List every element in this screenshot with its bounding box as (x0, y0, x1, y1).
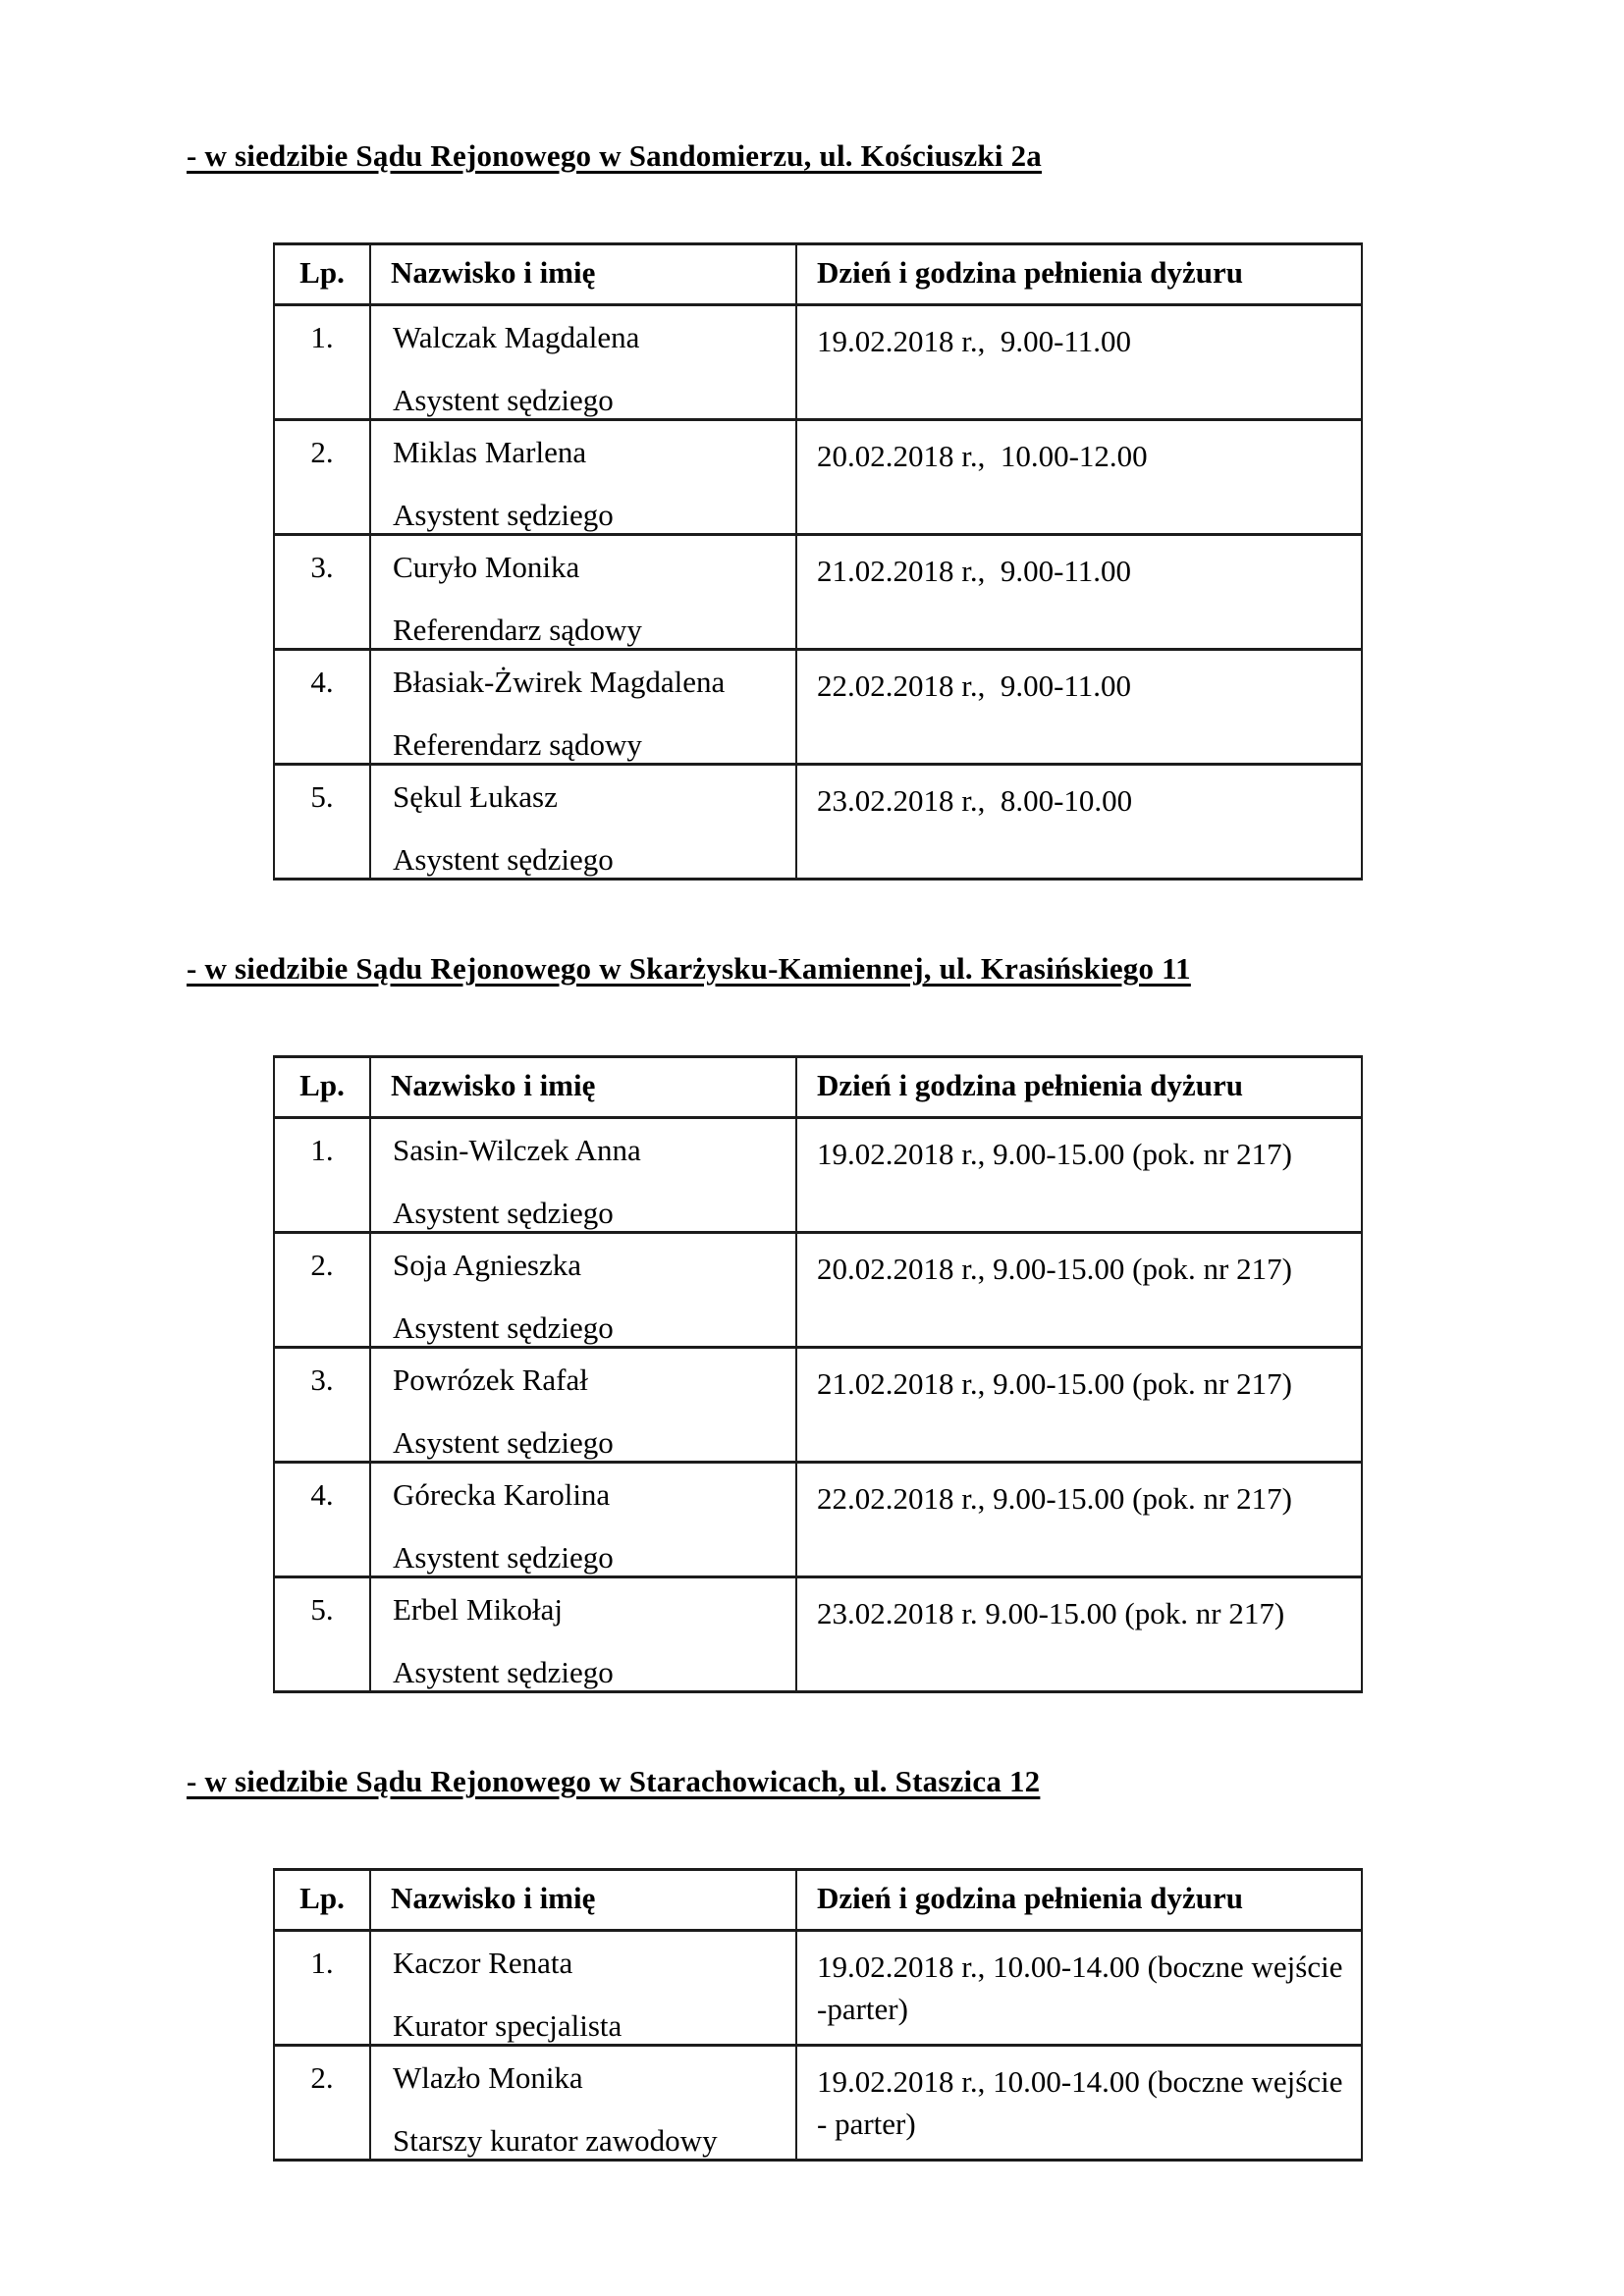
duty-table-skarzysko (273, 1055, 1363, 1693)
header-lp: Lp. (274, 1870, 370, 1931)
person-cell (370, 420, 796, 535)
row-number: 4. (274, 650, 370, 765)
header-lp: Lp. (274, 1057, 370, 1118)
person-cell (370, 1931, 796, 2046)
person-cell (370, 1118, 796, 1233)
row-number: 1. (274, 1931, 370, 2046)
table-row (274, 1233, 1362, 1348)
row-number: 2. (274, 420, 370, 535)
person-cell (370, 2046, 796, 2161)
table-row (274, 765, 1362, 880)
header-name: Nazwisko i imię (370, 1057, 796, 1118)
person-role: Referendarz sądowy (393, 727, 642, 762)
table-row (274, 305, 1362, 420)
court-section-skarzysko (187, 951, 1624, 1693)
person-role: Referendarz sądowy (393, 613, 642, 647)
table-row (274, 1577, 1362, 1692)
table-row (274, 1348, 1362, 1463)
person-name: Walczak Magdalena (393, 320, 640, 354)
person-role: Asystent sędziego (393, 1196, 614, 1230)
person-name: Powrózek Rafał (393, 1362, 588, 1397)
person-role: Asystent sędziego (393, 1540, 614, 1575)
person-cell (370, 765, 796, 880)
table-header-row (274, 244, 1362, 305)
table-row (274, 1118, 1362, 1233)
person-cell (370, 1463, 796, 1577)
duty-time: 21.02.2018 r., 9.00-15.00 (pok. nr 217) (796, 1348, 1362, 1463)
header-name: Nazwisko i imię (370, 244, 796, 305)
section-heading: - w siedzibie Sądu Rejonowego w Sandomierzu, ul. Kościuszki 2a (187, 138, 1042, 173)
duty-time: 23.02.2018 r., 8.00-10.00 (796, 765, 1362, 880)
person-role: Asystent sędziego (393, 1310, 614, 1345)
duty-time: 19.02.2018 r., 9.00-11.00 (796, 305, 1362, 420)
duty-time: 19.02.2018 r., 10.00-14.00 (boczne wejście -parter) (796, 1931, 1362, 2046)
row-number: 5. (274, 1577, 370, 1692)
person-cell (370, 1348, 796, 1463)
table-row (274, 535, 1362, 650)
document-page (187, 138, 1624, 2162)
person-role: Asystent sędziego (393, 1655, 614, 1689)
person-role: Asystent sędziego (393, 498, 614, 532)
header-name: Nazwisko i imię (370, 1870, 796, 1931)
header-lp: Lp. (274, 244, 370, 305)
table-header-row (274, 1870, 1362, 1931)
person-role: Starszy kurator zawodowy (393, 2123, 718, 2158)
person-name: Sasin-Wilczek Anna (393, 1133, 641, 1167)
header-duty: Dzień i godzina pełnienia dyżuru (796, 1870, 1362, 1931)
section-heading: - w siedzibie Sądu Rejonowego w Skarżysku-Kamiennej, ul. Krasińskiego 11 (187, 951, 1191, 986)
person-role: Asystent sędziego (393, 383, 614, 417)
person-name: Sękul Łukasz (393, 779, 558, 814)
table-header-row (274, 1057, 1362, 1118)
court-section-sandomierz (187, 138, 1624, 881)
row-number: 3. (274, 1348, 370, 1463)
row-number: 1. (274, 305, 370, 420)
table-row (274, 2046, 1362, 2161)
duty-table-starachowice (273, 1868, 1363, 2162)
person-cell (370, 305, 796, 420)
person-name: Kaczor Renata (393, 1946, 573, 1980)
row-number: 5. (274, 765, 370, 880)
person-cell (370, 1577, 796, 1692)
duty-time: 23.02.2018 r. 9.00-15.00 (pok. nr 217) (796, 1577, 1362, 1692)
duty-time: 21.02.2018 r., 9.00-11.00 (796, 535, 1362, 650)
table-row (274, 1463, 1362, 1577)
person-name: Miklas Marlena (393, 435, 587, 469)
person-name: Górecka Karolina (393, 1477, 611, 1512)
person-name: Wlazło Monika (393, 2060, 583, 2095)
duty-table-sandomierz (273, 242, 1363, 881)
row-number: 1. (274, 1118, 370, 1233)
person-name: Błasiak-Żwirek Magdalena (393, 665, 726, 699)
duty-time: 22.02.2018 r., 9.00-15.00 (pok. nr 217) (796, 1463, 1362, 1577)
row-number: 2. (274, 1233, 370, 1348)
duty-time: 22.02.2018 r., 9.00-11.00 (796, 650, 1362, 765)
table-row (274, 650, 1362, 765)
section-heading: - w siedzibie Sądu Rejonowego w Starachowicach, ul. Staszica 12 (187, 1764, 1041, 1798)
table-row (274, 1931, 1362, 2046)
table-row (274, 420, 1362, 535)
person-name: Erbel Mikołaj (393, 1592, 564, 1627)
header-duty: Dzień i godzina pełnienia dyżuru (796, 244, 1362, 305)
person-role: Asystent sędziego (393, 1425, 614, 1460)
person-cell (370, 650, 796, 765)
person-role: Kurator specjalista (393, 2008, 623, 2043)
person-name: Curyło Monika (393, 550, 580, 584)
row-number: 4. (274, 1463, 370, 1577)
row-number: 2. (274, 2046, 370, 2161)
person-cell (370, 1233, 796, 1348)
duty-time: 20.02.2018 r., 10.00-12.00 (796, 420, 1362, 535)
duty-time: 19.02.2018 r., 10.00-14.00 (boczne wejście - parter) (796, 2046, 1362, 2161)
duty-time: 19.02.2018 r., 9.00-15.00 (pok. nr 217) (796, 1118, 1362, 1233)
court-section-starachowice (187, 1764, 1624, 2162)
person-role: Asystent sędziego (393, 842, 614, 877)
header-duty: Dzień i godzina pełnienia dyżuru (796, 1057, 1362, 1118)
duty-time: 20.02.2018 r., 9.00-15.00 (pok. nr 217) (796, 1233, 1362, 1348)
person-name: Soja Agnieszka (393, 1248, 581, 1282)
row-number: 3. (274, 535, 370, 650)
person-cell (370, 535, 796, 650)
